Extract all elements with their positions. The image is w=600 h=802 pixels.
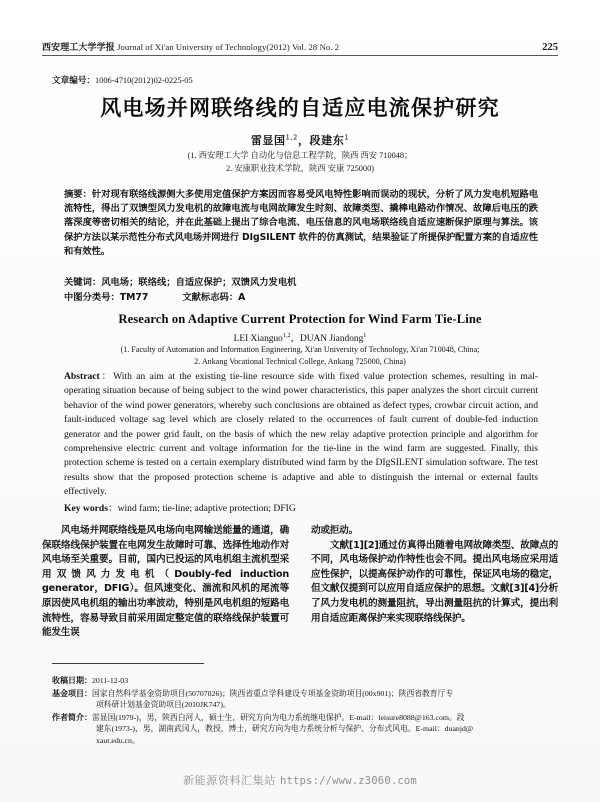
author-2-name-cn: 段建东: [309, 134, 345, 147]
body-paragraph-left-1: 风电场并网联络线是风电场向电网输送能量的通道，确保联络线保护装置在电网发生故障时可靠、选择性地动作对风电场至关重要。目前，国内已投运的风电机组主流机型采用双馈风力发电机（Doubly-fed induction generator，DFIG）。但风速变化、湍流和风机的尾流等原因使风电机组的输出功率波动，特别是风电机组的短路电流特性，容易导致目前采用固定整定值的联络线保护装置可能发生误: [42, 525, 289, 639]
page-content: [42, 0, 558, 802]
body-columns: [42, 524, 558, 641]
abstract-label-cn: 摘要：: [64, 189, 92, 200]
abstract-text-cn: 针对现有联络线源侧大多使用定值保护方案因而容易受风电特性影响而误动的现状，分析了风力发电机短路电流特性，得出了双馈型风力发电机的故障电流与电网故障发生时刻、故障类型、撬棒电路动作情况、故障后电压的跌落深度等密切相关的结论，并在此基础上提出了综合电流、电压信息的风电场联络线自适应速断保护原理与算法。该保护方法以某示范性分布式风电场并网进行 DIgSILENT 软件的仿真测试，结果验证了所提保护配置方案的自适应性和有效性。: [64, 189, 538, 257]
affiliation-1-cn: (1. 西安理工大学 自动化与信息工程学院，陕西 西安 710048；: [187, 151, 413, 160]
classification-cn: [64, 289, 538, 303]
article-number-label: 文章编号：: [52, 76, 95, 86]
running-head-journal: [42, 40, 339, 53]
journal-title-en: Journal of Xi'an University of Technology(2012) Vol. 28 No. 2: [117, 42, 340, 52]
abstract-cn: [64, 188, 538, 259]
watermark-url: https://www.z3060.com: [279, 775, 417, 787]
funding-value: 国家自然科学基金资助项目(50707026)；陕西省重点学科建设专项基金资助项目(00x901)；陕西省教育厅专: [92, 688, 454, 698]
author-separator-cn: ，: [297, 134, 310, 147]
footnotes: [52, 675, 552, 748]
keywords-en: [64, 500, 538, 514]
author-separator-en: ，: [290, 334, 300, 344]
footnote-divider: [52, 663, 204, 664]
author-bio-label: 作者简介：: [52, 712, 92, 722]
footnote-author-bio: [52, 712, 552, 747]
author-bio-value: 雷显国(1979-)，男，陕西白河人，硕士生，研究方向为电力系统继电保护。E-mail：leisure8088@163.com。段: [92, 712, 465, 722]
keywords-value-en: wind farm; tie-line; adaptive protection; DFIG: [117, 503, 296, 514]
article-number-value: 1006-4710(2012)02-0225-05: [94, 76, 193, 85]
affiliation-2-cn: 2. 安康职业技术学院，陕西 安康 725000): [226, 163, 374, 173]
page-number: 225: [542, 42, 558, 53]
document-code-label: 文献标志码：: [182, 292, 239, 303]
keywords-label-cn: 关键词：: [64, 277, 102, 288]
author-bio-value-continued-2: xaut.edu.cn。: [96, 735, 140, 745]
author-1-name-cn: 雷显国: [250, 134, 286, 147]
clc-value: TM77: [119, 292, 149, 303]
received-date-label: 收稿日期：: [52, 676, 92, 685]
page-title-en: Research on Adaptive Current Protection for Wind Farm Tie-Line: [118, 312, 482, 326]
author-2-name-en: DUAN Jiandong: [299, 334, 364, 344]
footnote-received-date: [52, 675, 552, 687]
header-divider: [42, 55, 558, 56]
abstract-text-en: With an aim at the existing tie-line resource side with fixed value protection schemes, resulting in mal-operating situation because of being subject to the wind power characteristics, this paper analyzes the short circuit current behavior of the wind power generators, whereby such conclusions are obtained as defect types, crowbar circuit action, and fault-induced voltage sag level which are closely related to the occurrences of fault current of double-fed induction generator and the power grid fault, on the basis of which the new relay adaptive protection principle and algorithm for comprehensive electric current and voltage information for the tie-line in the wind farm are suggested. Finally, this protection scheme is tested on a certain exemplary distributed wind farm by the DIgSILENT simulation software. The test results show that the proposed protection scheme is adaptive and able to distinguish the internal or external faults effectively.: [64, 371, 538, 498]
affiliations-en: [42, 344, 558, 368]
document-code-value: A: [238, 292, 246, 303]
funding-label: 基金项目：: [52, 688, 92, 698]
running-head: [42, 40, 558, 53]
keywords-label-en: Key words: [64, 503, 108, 514]
watermark: [0, 772, 600, 788]
keywords-separator-en: ：: [107, 503, 118, 514]
page-title-cn: 风电场并网联络线的自适应电流保护研究: [100, 96, 500, 120]
body-paragraph-right-2: 文献[1][2]通过仿真得出随着电网故障类型、故障点的不同，风电场保护动作特性也会不同。提出风电场应采用适应性保护，以提高保护动作的可靠性，保证风电场的稳定，但文献仅提到可以应用自适应保护的思想。文献[3][4]分析了风力发电机的测量阻抗，导出测量阻抗的计算式，提出利用自适应距离保护来实现联络线保护。: [311, 539, 558, 624]
body-column-right: [311, 524, 558, 641]
affiliations-cn: [42, 150, 558, 175]
author-2-affil-marker-en: 1: [363, 331, 367, 339]
abstract-separator-en: ：: [99, 371, 114, 382]
authors-cn: [42, 132, 558, 148]
author-bio-value-continued-1: 建东(1973-)，男，湖南武冈人，教授，博士，研究方向为电力系统分析与保护、分布式风电。E-mail：duanjd@: [96, 724, 474, 734]
authors-en: [42, 330, 558, 344]
affiliation-2-en: 2. Ankang Vocational Technical College, Ankang 725000, China): [194, 357, 406, 367]
watermark-site-name: 新能源资料汇集站: [183, 774, 276, 787]
affiliation-1-en: (1. Faculty of Automation and Information Engineering, Xi'an University of Technology, Xi'an 710048, China;: [120, 345, 480, 354]
received-date-value: 2011-12-03: [92, 676, 129, 685]
funding-value-continued: 项科研计划基金资助项目(2010JK747)。: [96, 700, 231, 710]
author-2-affil-marker-cn: 1: [344, 133, 350, 142]
journal-title-cn: 西安理工大学学报: [42, 43, 115, 53]
author-1-affil-marker-en: 1,2: [282, 331, 291, 339]
footnote-funding: [52, 688, 552, 711]
abstract-label-en: Abstract: [64, 371, 100, 382]
clc-label: 中图分类号：: [64, 292, 120, 303]
body-paragraph-right-1: 动或拒动。: [311, 525, 358, 536]
abstract-en: [64, 370, 538, 500]
body-column-left: [42, 524, 289, 641]
author-1-affil-marker-cn: 1,2: [285, 133, 298, 142]
author-1-name-en: LEI Xianguo: [233, 334, 283, 344]
keywords-value-cn: 风电场；联络线；自适应保护；双馈风力发电机: [101, 277, 297, 288]
keywords-cn: [64, 274, 538, 288]
article-number: [52, 74, 193, 86]
